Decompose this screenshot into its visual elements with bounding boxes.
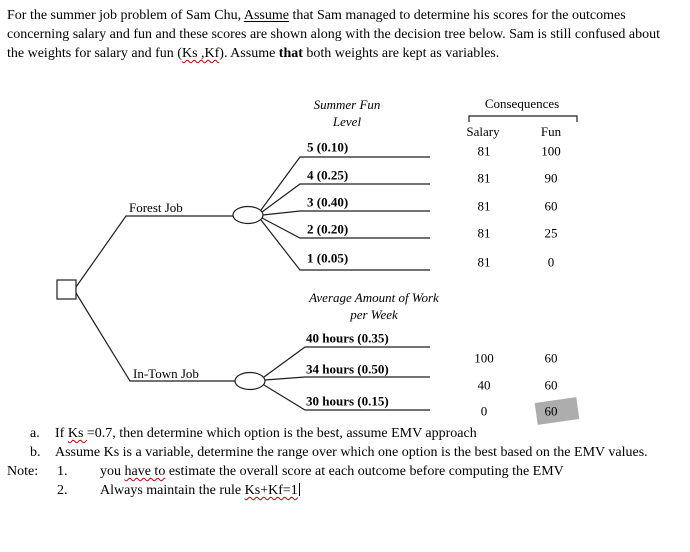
fun-value: 60 bbox=[544, 377, 558, 393]
fun-value: 60 bbox=[544, 198, 558, 214]
salary-value: 100 bbox=[474, 350, 494, 366]
header-line: Summer Fun bbox=[313, 97, 381, 112]
list-marker: 2. bbox=[57, 483, 68, 498]
intown-job-label: In-Town Job bbox=[133, 366, 199, 381]
consequences-bracket bbox=[469, 116, 577, 122]
list-marker: 1. bbox=[57, 464, 68, 479]
header-line: Level bbox=[332, 114, 362, 129]
question-b bbox=[7, 443, 676, 462]
note-item-2 bbox=[7, 481, 676, 500]
summer-fun-level-header bbox=[314, 96, 381, 130]
text-segment: For the summer job problem of Sam Chu, bbox=[7, 8, 244, 23]
text-cursor bbox=[299, 483, 300, 496]
fun-value: 90 bbox=[544, 170, 558, 186]
text-segment: Assume Ks is a variable, determine the range over which one option is the best based on the EMV values. bbox=[55, 445, 648, 460]
text-segment: you bbox=[100, 464, 125, 479]
question-a bbox=[7, 424, 676, 443]
salary-value: 81 bbox=[477, 225, 491, 241]
bold-word-that: that bbox=[278, 46, 303, 61]
salary-column-header: Salary bbox=[466, 124, 500, 139]
questions-section bbox=[7, 424, 676, 500]
outcome-label: 1 (0.05) bbox=[307, 250, 349, 266]
text-segment: =0.7, then determine which option is the best, assume EMV approach bbox=[86, 426, 477, 441]
salary-value: 81 bbox=[477, 143, 491, 159]
consequences-header: Consequences bbox=[484, 96, 560, 111]
salary-value: 81 bbox=[477, 198, 491, 214]
underlined-word-assume: Assume bbox=[243, 8, 289, 23]
fun-value: 0 bbox=[547, 254, 555, 270]
spellcheck-have-to: have to bbox=[124, 464, 166, 479]
chance-node-forest bbox=[233, 207, 263, 224]
note-item-1 bbox=[7, 462, 676, 481]
outcome-label: 30 hours (0.15) bbox=[306, 393, 389, 409]
fun-value: 100 bbox=[541, 143, 561, 159]
fun-value: 25 bbox=[544, 225, 558, 241]
fun-column-header: Fun bbox=[540, 124, 562, 139]
list-marker: b. bbox=[30, 445, 41, 460]
text-segment: that Sam managed to determine his scores for the outcomes concerning salary and fun and these scores are shown along with the decision tree below. Sam is still confused about the weights for salary and fun ( bbox=[7, 8, 661, 61]
chance-node-intown bbox=[235, 373, 265, 390]
text-segment: estimate the overall score at each outcome before computing the EMV bbox=[165, 464, 564, 479]
text-segment: If bbox=[55, 426, 68, 441]
outcome-label: 4 (0.25) bbox=[307, 167, 349, 183]
forest-job-label: Forest Job bbox=[129, 200, 183, 215]
salary-value: 0 bbox=[480, 403, 488, 419]
outcome-label: 34 hours (0.50) bbox=[306, 361, 389, 377]
salary-value: 81 bbox=[477, 254, 491, 270]
text-segment: both weights are kept as variables. bbox=[302, 46, 500, 61]
outcome-label: 5 (0.10) bbox=[307, 139, 349, 155]
spellcheck-ks-kf: Ks ,Kf bbox=[181, 46, 220, 61]
decision-node bbox=[57, 280, 76, 299]
avg-work-header bbox=[309, 289, 439, 323]
branch-line bbox=[265, 377, 430, 380]
outcome-label: 40 hours (0.35) bbox=[306, 330, 389, 346]
salary-value: 81 bbox=[477, 170, 491, 186]
fun-value: 60 bbox=[544, 350, 558, 366]
text-segment: ). Assume bbox=[219, 46, 279, 61]
salary-value: 40 bbox=[477, 377, 491, 393]
header-line: per Week bbox=[350, 307, 398, 322]
outcome-label: 3 (0.40) bbox=[307, 194, 349, 210]
outcome-label: 2 (0.20) bbox=[307, 221, 349, 237]
text-segment: Always maintain the rule bbox=[100, 483, 245, 498]
header-line: Average Amount of Work bbox=[309, 290, 439, 305]
forest-branch-line bbox=[76, 216, 233, 287]
note-label: Note: bbox=[7, 464, 39, 479]
branch-line bbox=[263, 211, 430, 215]
spellcheck-ks-kf-rule: Ks+Kf=1 bbox=[244, 483, 298, 498]
list-marker: a. bbox=[30, 426, 40, 441]
fun-value-highlighted: 60 bbox=[544, 403, 558, 419]
spellcheck-ks: Ks bbox=[67, 426, 87, 441]
